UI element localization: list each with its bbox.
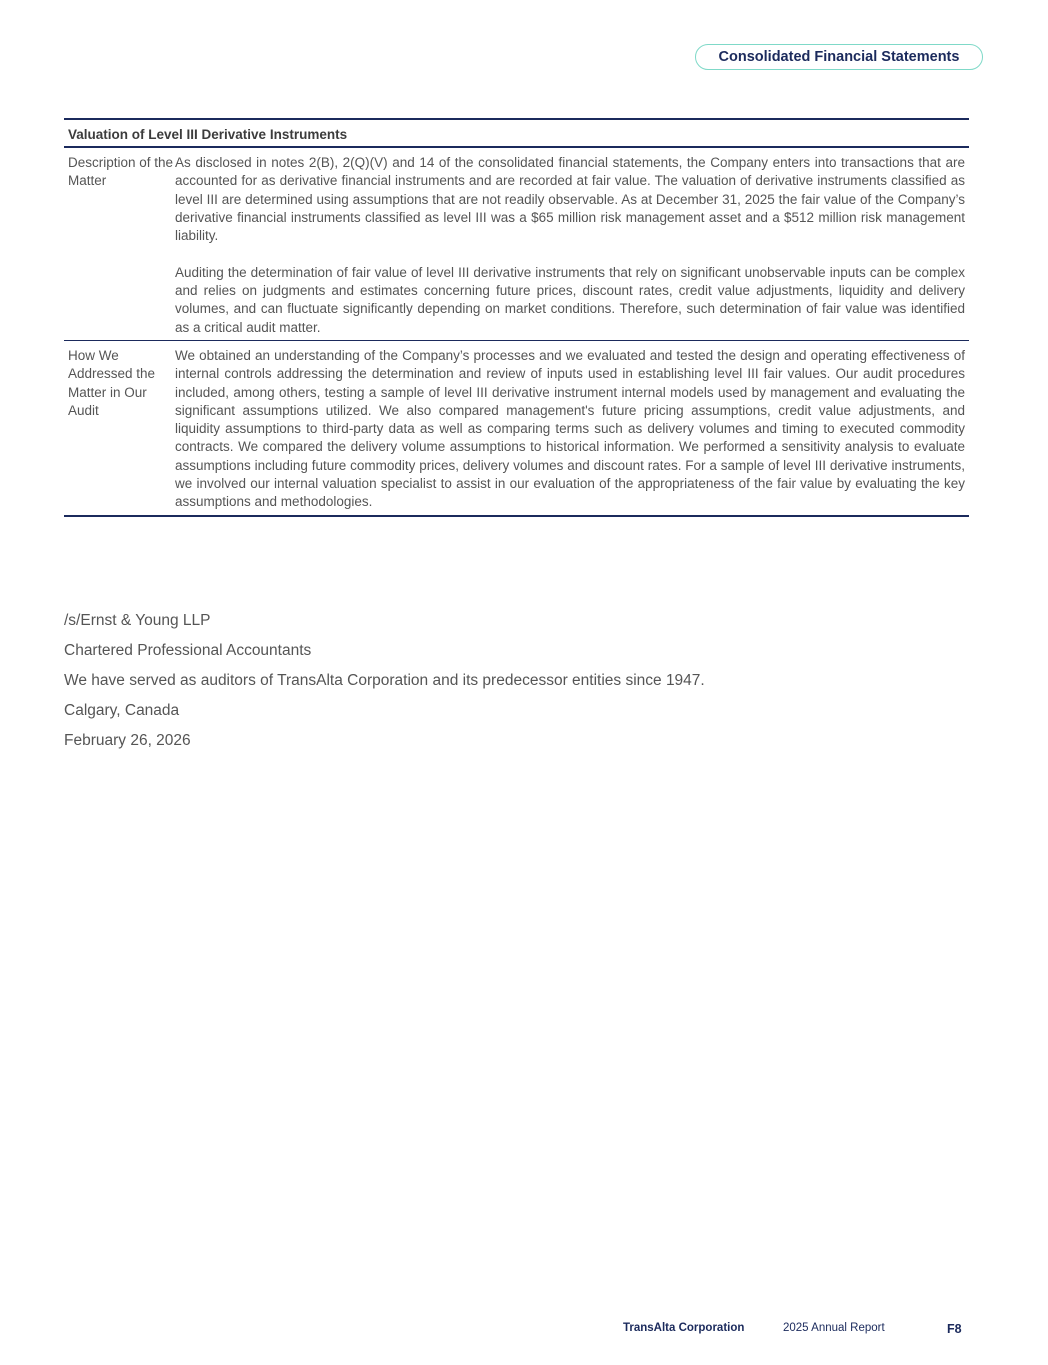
footer-report-name: 2025 Annual Report (783, 1322, 885, 1334)
auditor-signature: /s/Ernst & Young LLP (64, 612, 211, 629)
cam-paragraph: We obtained an understanding of the Company’s processes and we evaluated and tested the design and operating effectiveness of internal controls addressing the determination and review of inputs used in establishing level III fair values. Our audit procedures included, among others, testing a sample of level III derivative instrument internal models used by management and evaluating the significant assumptions utilized. We also compared management's future pricing assumptions, credit value adjustments, and liquidity assumptions to third-party data as well as comparing terms such as delivery volumes and timing to executed commodity contracts. We compared the delivery volume assumptions to historical information. We performed a sensitivity analysis to evaluate assumptions including future commodity prices, delivery volumes and discount rates. For a sample of level III derivative instruments, we involved our internal valuation specialist to assist in our evaluation of the appropriateness of the fair value by evaluating the key assumptions and methodologies. (175, 347, 965, 510)
footer-company-name: TransAlta Corporation (623, 1322, 745, 1334)
cam-row-body (175, 347, 965, 512)
cam-paragraph: As disclosed in notes 2(B), 2(Q)(V) and 14 of the consolidated financial statements, the Company enters into transactions that are accounted for as derivative financial instruments and are recorded at fair value. The valuation of derivative instruments classified as level III are determined using assumptions that are not readily observable. As at December 31, 2025 the fair value of the Company’s derivative financial instruments classified as level III was a $65 million risk management asset and a $512 million risk management liability. (175, 155, 965, 244)
signoff-location: Calgary, Canada (64, 702, 180, 719)
page-footer (0, 1322, 1048, 1340)
auditor-designation: Chartered Professional Accountants (64, 642, 312, 659)
cam-table-title: Valuation of Level III Derivative Instruments (64, 120, 969, 148)
section-title-badge: Consolidated Financial Statements (695, 44, 983, 70)
signoff-date: February 26, 2026 (64, 732, 191, 749)
footer-page-number: F8 (947, 1322, 962, 1336)
auditor-tenure: We have served as auditors of TransAlta Corporation and its predecessor entities since 1947. (64, 672, 705, 689)
critical-audit-matter-table (64, 118, 969, 517)
cam-row-body (175, 154, 965, 337)
auditor-signoff (64, 610, 964, 760)
cam-row-label: Description of the Matter (68, 155, 174, 189)
cam-row-label: How We Addressed the Matter in Our Audit (68, 347, 156, 418)
cam-row-description (64, 148, 969, 340)
cam-row-audit-response (64, 340, 969, 515)
cam-paragraph: Auditing the determination of fair value of level III derivative instruments that rely on significant unobservable inputs can be complex and relies on judgments and estimates concerning future prices, discount rates, credit value adjustments, liquidity and delivery volumes, and can fluctuate significantly depending on market conditions. Therefore, such determination of fair value was identified as a critical audit matter. (175, 264, 965, 335)
